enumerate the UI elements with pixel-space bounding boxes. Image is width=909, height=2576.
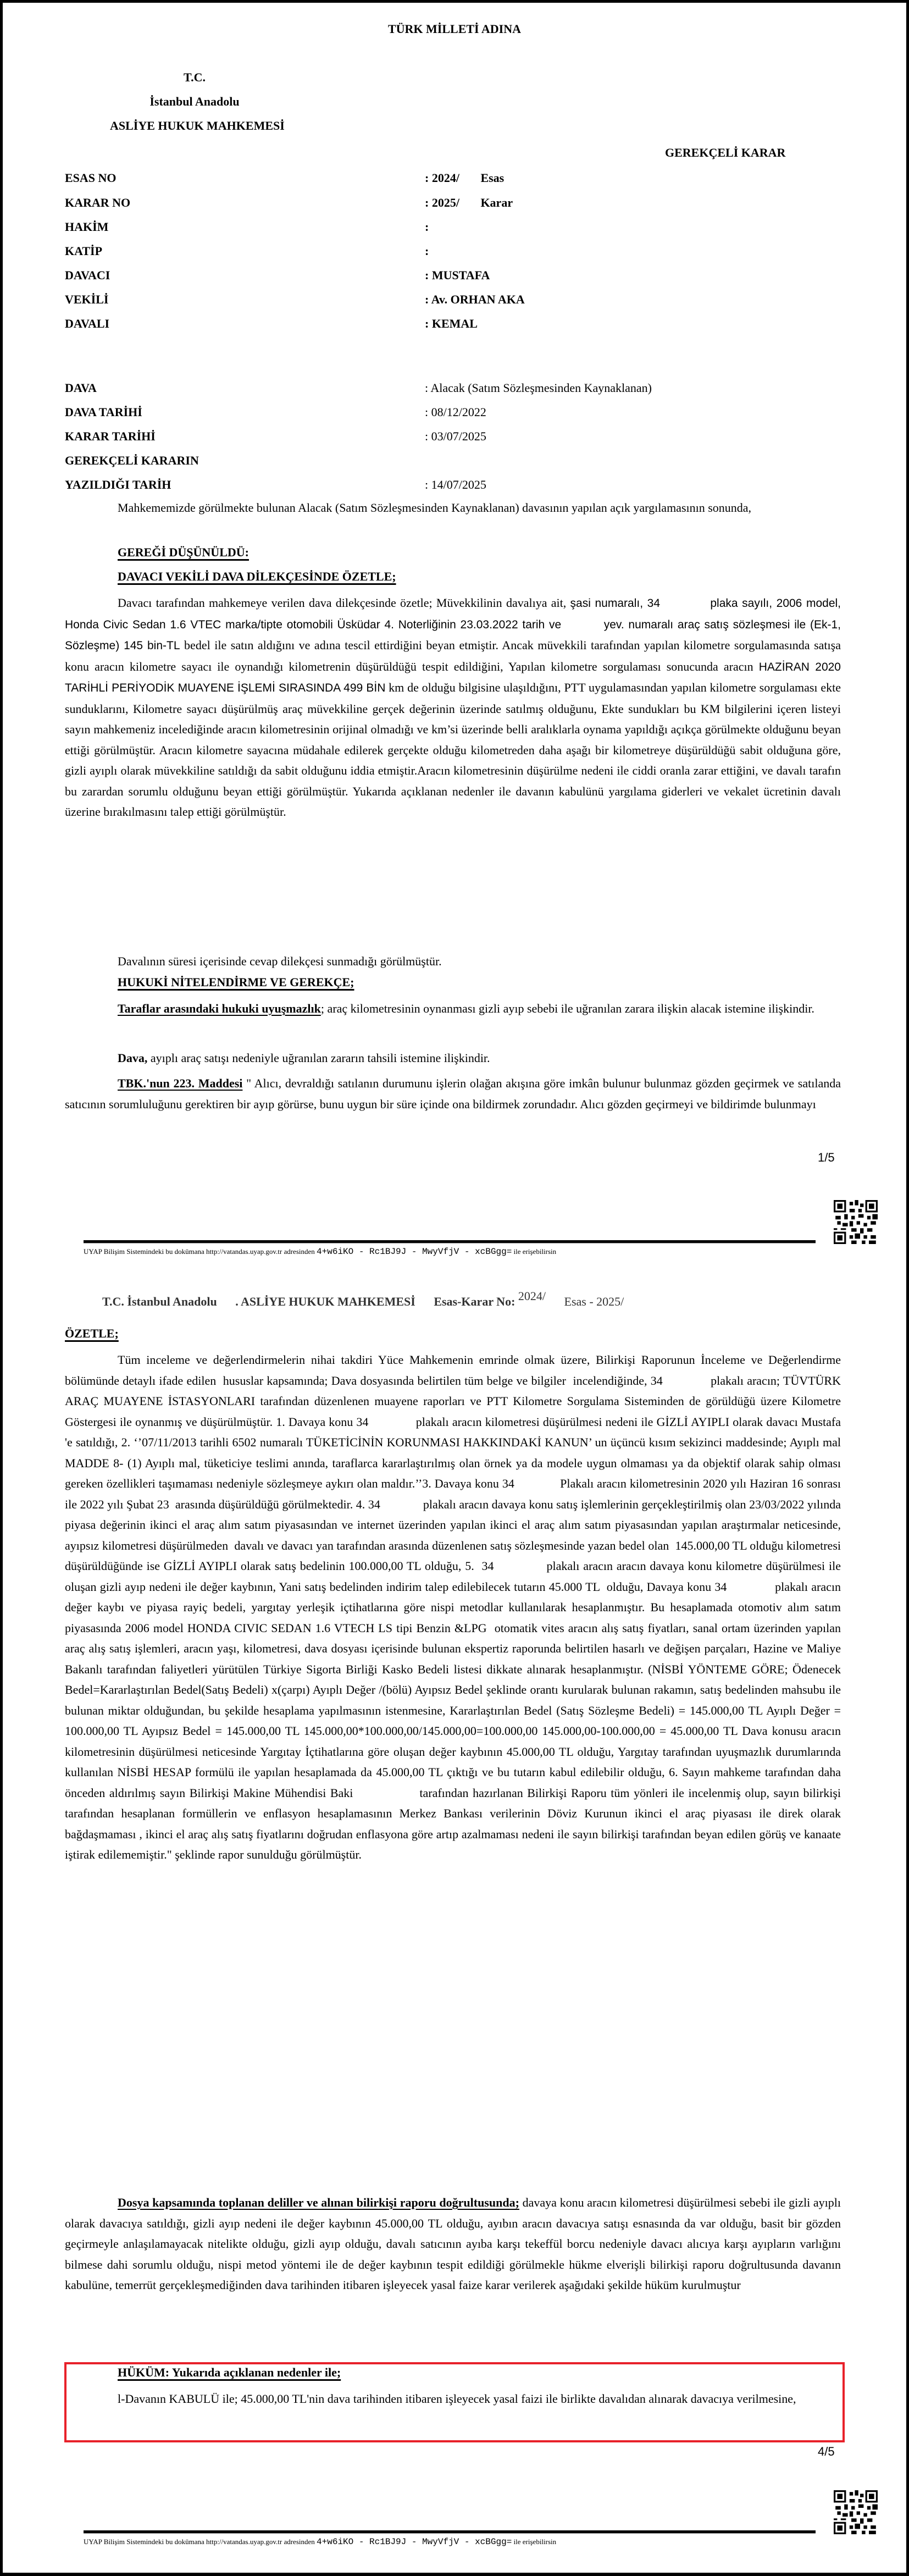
case-label-vekili: VEKİLİ bbox=[65, 292, 109, 306]
dispute-paragraph bbox=[65, 998, 841, 1019]
case-label-esas: ESAS NO bbox=[65, 171, 117, 185]
case-value-hakim: : bbox=[425, 220, 429, 234]
petition-part1: Davacı tarafından mahkemeye verilen dava dilekçesinde özetle; Müvekkilinin davalıya ait, bbox=[118, 596, 567, 610]
court-line-name: ASLİYE HUKUK MAHKEMESİ bbox=[110, 119, 285, 132]
heading-davaci-vekili: DAVACI VEKİLİ DAVA DİLEKÇESİNDE ÖZETLE; bbox=[118, 570, 396, 583]
dava-rest: ayıplı araç satışı nedeniyle uğranılan zararın tahsili istemine ilişkindir. bbox=[147, 1051, 490, 1065]
page2-header-name: . ASLİYE HUKUK MAHKEMESİ bbox=[235, 1295, 415, 1308]
date-label-dava: DAVA bbox=[65, 381, 97, 395]
case-label-davaci: DAVACI bbox=[65, 268, 110, 282]
date-value-yazildigi: : 14/07/2025 bbox=[425, 478, 486, 491]
tbk-bold: TBK.'nun 223. Maddesi bbox=[118, 1076, 243, 1090]
case-value-davali: : KEMAL bbox=[425, 317, 478, 330]
page-number-1: 1/5 bbox=[818, 1151, 835, 1164]
case-value-katip: : bbox=[425, 244, 429, 258]
date-value-karar-tarihi: : 03/07/2025 bbox=[425, 429, 486, 443]
heading-hukum: HÜKÜM: Yukarıda açıklanan nedenler ile; bbox=[118, 2365, 341, 2379]
heading-geregi: GEREĞİ DÜŞÜNÜLDÜ: bbox=[118, 545, 249, 559]
evidence-bold: Dosya kapsamında toplanan deliller ve alınan bilirkişi raporu doğrultusunda; bbox=[118, 2196, 519, 2209]
decision-type: GEREKÇELİ KARAR bbox=[665, 146, 786, 159]
footer-text-before: UYAP Bilişim Sistemindeki bu dokümana http://vatandas.uyap.gov.tr adresinden bbox=[84, 2538, 317, 2546]
case-value-vekili: : Av. ORHAN AKA bbox=[425, 292, 525, 306]
case-label-karar: KARAR NO bbox=[65, 196, 131, 209]
footer-divider-2 bbox=[84, 2530, 816, 2534]
footer-text-after: ile erişebilirsin bbox=[512, 2538, 557, 2546]
date-label-karar-tarihi: KARAR TARİHİ bbox=[65, 429, 156, 443]
qr-code-icon bbox=[834, 1200, 878, 1244]
footer-divider-1 bbox=[84, 1240, 816, 1243]
evidence-paragraph bbox=[65, 2192, 841, 2296]
page-number-4: 4/5 bbox=[818, 2445, 835, 2458]
dispute-bold: Taraflar arasındaki hukuki uyuşmazlık bbox=[118, 1002, 321, 1015]
verdict-item-1: l-Davanın KABULÜ ile; 45.000,00 TL'nin dava tarihinden itibaren işleyecek yasal faizi ile birlikte davalıdan alınarak davacıya verilmesine, bbox=[118, 2392, 796, 2406]
case-label-hakim: HAKİM bbox=[65, 220, 109, 234]
tbk-paragraph bbox=[65, 1073, 841, 1114]
dispute-rest: ; araç kilometresinin oynanması gizli ayıp sebebi ile uğranılan zarara ilişkin alacak istemine ilişkindir. bbox=[320, 1002, 814, 1015]
petition-part3: bedel ile satın aldığını ve adına tescil ettirdiğini beyan etmiştir. Ancak müvekkili tarafından yapılan kilometre sorgulamasında satışa konu aracın kilometre sayacı ile oynandığı kilometrenin düşürüldüğü tespit edildiğini, Yapılan kilometre sorgulaması sonucunda aracın bbox=[65, 638, 841, 673]
court-line-tc: T.C. bbox=[184, 70, 206, 84]
tbk-rest: " Alıcı, devraldığı satılanın durumunu işlerin olağan akışına göre imkân bulunur bulunmaz gözden geçirmek ve satılanda satıcının sorumluluğunu gerektiren bir ayıp görürse, bunu uygun bir süre içinde ona bildirmek zorundadır. Alıcı gözden geçirmeyi ve bildirimde bulunmayı bbox=[65, 1076, 841, 1111]
page2-header-court: T.C. İstanbul Anadolu bbox=[102, 1295, 217, 1308]
dava-paragraph bbox=[65, 1048, 841, 1069]
date-label-yazildigi: YAZILDIĞI TARİH bbox=[65, 478, 171, 491]
petition-vehicle-info: şasi numaralı, 34 plaka sayılı, 2006 model, Honda Civic Sedan 1.6 VTEC marka/tipte otomobili Üsküdar 4. Noterliğinin 23.03.2022 tarih ve yev. numaralı araç satış sözleşmesi ile (Ek-1, Sözleşme) 145 bin-TL bbox=[65, 597, 844, 652]
petition-inspection-info: HAZİRAN 2020 TARİHLİ PERİYODİK MUAYENE İŞLEMİ SIRASINDA 499 BİN bbox=[65, 660, 841, 694]
heading-ozetle: ÖZETLE; bbox=[65, 1326, 119, 1340]
petition-part5: km de olduğu bilgisine ulaşıldığını, PTT uygulamasından yapılan kilometre sorgulaması ekte sunduklarını, Kilometre sayacı düşürülmüş araç müvekkiline gerçek değerinin üzerinde satılmış olduğunu, Ekte sundukları bu KM bilgilerini içeren listeyi sayın mahkemeniz incelediğinde aracın kilometresinin orijinal olmadığı ve km’si üzerinde belli aralıklarla oynama yapıldığı açıkça görülmekte olduğunu beyan ettiği görülmüştür. Aracın kilometre sayacına müdahale edilerek gerçekte olduğu kilometreden daha aşağı bir kilometreye düşürüldüğü sabit olduğuna göre, gizli ayıplı olarak müvekkiline satıldığı da sabit olduğunu iddia etmiştir.Aracın kilometresinin düşürülme nedeni ile ciddi oranla zarar ettiğini, ve davalı tarafın bu zarardan sorumlu olduğunu beyan ettiği görülmüştür. Yukarıda açıklanan nedenler ile davanın kabulünü yargılama giderleri ve vekalet ücretinin davalı üzerine bırakılmasını talep ettiği görülmüştür. bbox=[65, 681, 841, 819]
petition-paragraph bbox=[65, 593, 844, 822]
page2-header-label: Esas-Karar No: bbox=[434, 1295, 516, 1308]
page2-header bbox=[102, 1289, 624, 1309]
case-value-esas: : 2024/ Esas bbox=[425, 171, 505, 185]
dava-bold: Dava, bbox=[118, 1051, 148, 1065]
footer-access-code: 4+w6iKO - Rc1BJ9J - MwyVfjV - xcBGgg= bbox=[317, 2537, 512, 2547]
date-value-dava: : Alacak (Satım Sözleşmesinden Kaynaklanan) bbox=[425, 381, 652, 395]
heading-hukuki: HUKUKİ NİTELENDİRME VE GEREKÇE; bbox=[118, 975, 354, 989]
case-value-karar: : 2025/ Karar bbox=[425, 196, 513, 209]
page2-header-esas: 2024/ bbox=[518, 1289, 546, 1303]
summary-paragraph: Tüm inceleme ve değerlendirmelerin nihai takdiri Yüce Mahkemenin emrinde olmak üzere, Bilirkişi Raporunun İnceleme ve Değerlendirme bölümünde detaylı ifade edilen hususlar kapsamında; Dava dosyasında belirtilen tüm belge ve bilgiler incelendiğinde, 34 plakalı aracın; TÜVTÜRK ARAÇ MUAYENE İSTASYONLARI tarafından düzenlenen muayene raporları ve PTT Kilometre Sorgulama Sisteminden de görüldüğü üzere Kilometre Göstergesi ile oynanmış ve düşürülmüştür. 1. Davaya konu 34 plakalı aracın kilometresi düşürülmesi nedeni ile GİZLİ AYIPLI olarak davacı Mustafa 'e satıldığı, 2. ‘’07/11/2013 tarihli 6502 numaralı TÜKETİCİNİN KORUNMASI HAKKINDAKİ KANUN’ un üçüncü kısım sekizinci maddesinde; Ayıplı mal MADDE 8- (1) Ayıplı mal, tüketiciye teslimi anında, taraflarca kararlaştırılmış olan örnek ya da modele uygun olmaması ya da objektif olarak sahip olması gereken özellikleri taşımaması nedeniyle sözleşmeye aykırı olan maldır.’’3. Davaya konu 34 Plakalı aracın kilometresinin 2020 yılı Haziran 16 sonrası ile 2022 yılı Şubat 23 arasında düşürüldüğü görülmektedir. 4. 34 plakalı aracın davaya konu satış işlemlerinin gerçekleştirilmiş olan 23/03/2022 yılında piyasa değerinin ikinci el araç alım satım piyasasından ve internet üzerinden yapılan ikinci el araç alım satım piyasasından yapılan araştırmalar neticesinde, ayıpsız kilometresi düşürülmeden davalı ve davacı yan tarafından arasında düzenlenen satış sözleşmesinde yazan bedel olan 145.000,00 TL olduğu kilometresi düşürüldüğünde ise GİZLİ AYIPLI olarak satış bedelinin 100.000,00 TL olduğu, 5. 34 plakalı aracın aracın davaya konu kilometre düşürülmesi ile oluşan gizli ayıp nedeni ile değer kaybının, Yani satış bedelinden indirim talep edilebilecek tutarın 45.000 TL olduğu, Davaya konu 34 plakalı aracın değer kaybı ve piyasa rayiç bedeli, yargıtay yerleşik içtihatlarına göre nispi metodlar kullanılarak hesaplanmıştır. Bu hesaplamada otomotiv alım satım piyasasında 2006 model HONDA CIVIC SEDAN 1.6 VTECH LS tipi Benzin &LPG otomatik vites aracın alış satış fiyatları, sanal ortam üzerinden yapılan araç alış satış işlemleri, aracın yaşı, kilometresi, dava dosyası içerisinde bulunan ekspertiz raporunda belirtilen hasarlı ve değişen parçaları, Hazine ve Maliye Bakanlı tarafından faliyetleri yürütülen Türkiye Sigorta Birliği Kasko Bedeli listesi dikkate alınarak hesaplanmıştır. (NİSBİ YÖNTEME GÖRE; Ödenecek Bedel=Kararlaştırılan Bedel(Satış Bedeli) x(çarpı) Ayıplı Değer /(bölü) Ayıpsız Bedel şeklinde orantı kurularak bulunan rakamın, satış bedelinden mahsubu ile bulunan miktar olduğundan, bu şekilde hesaplama yapılmasının istenmesine, Kararlaştırılan Bedel (Satış Sözleşme Bedeli) = 145.000,00 TL Ayıplı Değer = 100.000,00 TL Ayıpsız Bedel = 145.000,00 TL 145.000,00*100.000,00/145.000,00=100.000,00 145.000,00-100.000,00 = 45.000,00 TL Dava konusu aracın kilometresinin düşürülmesi neticesinde Yargıtay İçtihatlarına göre oluşan değer kaybının 45.000,00 TL olduğu, Yargıtay tarafından uyuşmazlık durumlarında kullanılan NİSBİ HESAP formülü ile yapılan hesaplamada da 45.000,00 TL çıktığı ve bu tutarın kabul edilebilir olduğu, 6. Sayın mahkeme tarafından daha önceden aldırılmış sayın Bilirkişi Makine Mühendisi Baki tarafından hazırlanan Bilirkişi Raporu tüm yönleri ile incelenmiş olup, sayın bilirkişi tarafından hesaplanan formüllerin ve enflasyon hesaplamasının Merkez Bankası verilerinin Döviz Kurunun ikinci el araç piyasası ile direk olarak bağdaşmaması , ikinci el araç alış satış fiyatlarını doğrudan enflasyona göre artıp azalmaması nedeni ile sayın bilirkişi tarafından beyan edilen görüş ve kanaate iştirak edilememiştir." şeklinde rapor sunulduğu görülmüştür. bbox=[65, 1353, 859, 1861]
case-value-davaci: : MUSTAFA bbox=[425, 268, 490, 282]
intro-paragraph: Mahkememizde görülmekte bulunan Alacak (Satım Sözleşmesinden Kaynaklanan) davasının yapılan açık yargılamasının sonunda, bbox=[118, 501, 752, 515]
footer-access-code: 4+w6iKO - Rc1BJ9J - MwyVfjV - xcBGgg= bbox=[317, 1247, 512, 1257]
date-label-dava-tarihi: DAVA TARİHİ bbox=[65, 405, 142, 419]
footer-text-after: ile erişebilirsin bbox=[512, 1247, 557, 1256]
case-label-katip: KATİP bbox=[65, 244, 103, 258]
court-line-city: İstanbul Anadolu bbox=[149, 95, 240, 108]
footer-text-before: UYAP Bilişim Sistemindeki bu dokümana http://vatandas.uyap.gov.tr adresinden bbox=[84, 1247, 317, 1256]
qr-code-icon bbox=[834, 2490, 878, 2534]
date-label-gerekceli: GEREKÇELİ KARARIN bbox=[65, 454, 199, 467]
case-label-davali: DAVALI bbox=[65, 317, 110, 330]
footer-uyap-1 bbox=[84, 1247, 556, 1257]
document-title: TÜRK MİLLETİ ADINA bbox=[387, 22, 522, 36]
page2-header-rest: Esas - 2025/ bbox=[564, 1295, 624, 1308]
footer-uyap-2 bbox=[84, 2537, 556, 2547]
no-response-paragraph: Davalının süresi içerisinde cevap dilekçesi sunmadığı görülmüştür. bbox=[118, 954, 442, 968]
date-value-dava-tarihi: : 08/12/2022 bbox=[425, 405, 486, 419]
evidence-rest: davaya konu aracın kilometresi düşürülmesi sebebi ile gizli ayıplı olarak davacıya satıldığı, gizli ayıp nedeni ile değer kaybının 45.000,00 TL olduğu, ayıbın aracın davacıya satışı esnasında da var olduğu, basit bir gözden geçirmeyle anlaşılamayacak nitelikte olduğu, gizli ayıp olduğu, davalı satıcının ayıba karşı tekeffül borcu nedeniyle davacı alıcıya karşı ayıpların varlığını bilmese dahi sorumlu olduğu, nispi metod yöntemi ile de değer kaybının tespit edildiği görülmekle hükme elverişli bilirkişi raporu doğrultusunda davanın kabulüne, temerrüt gerçekleşmediğinden dava tarihinden itibaren işleyecek yasal faize karar verilerek aşağıdaki şekilde hüküm kurulmuştur bbox=[65, 2196, 841, 2292]
